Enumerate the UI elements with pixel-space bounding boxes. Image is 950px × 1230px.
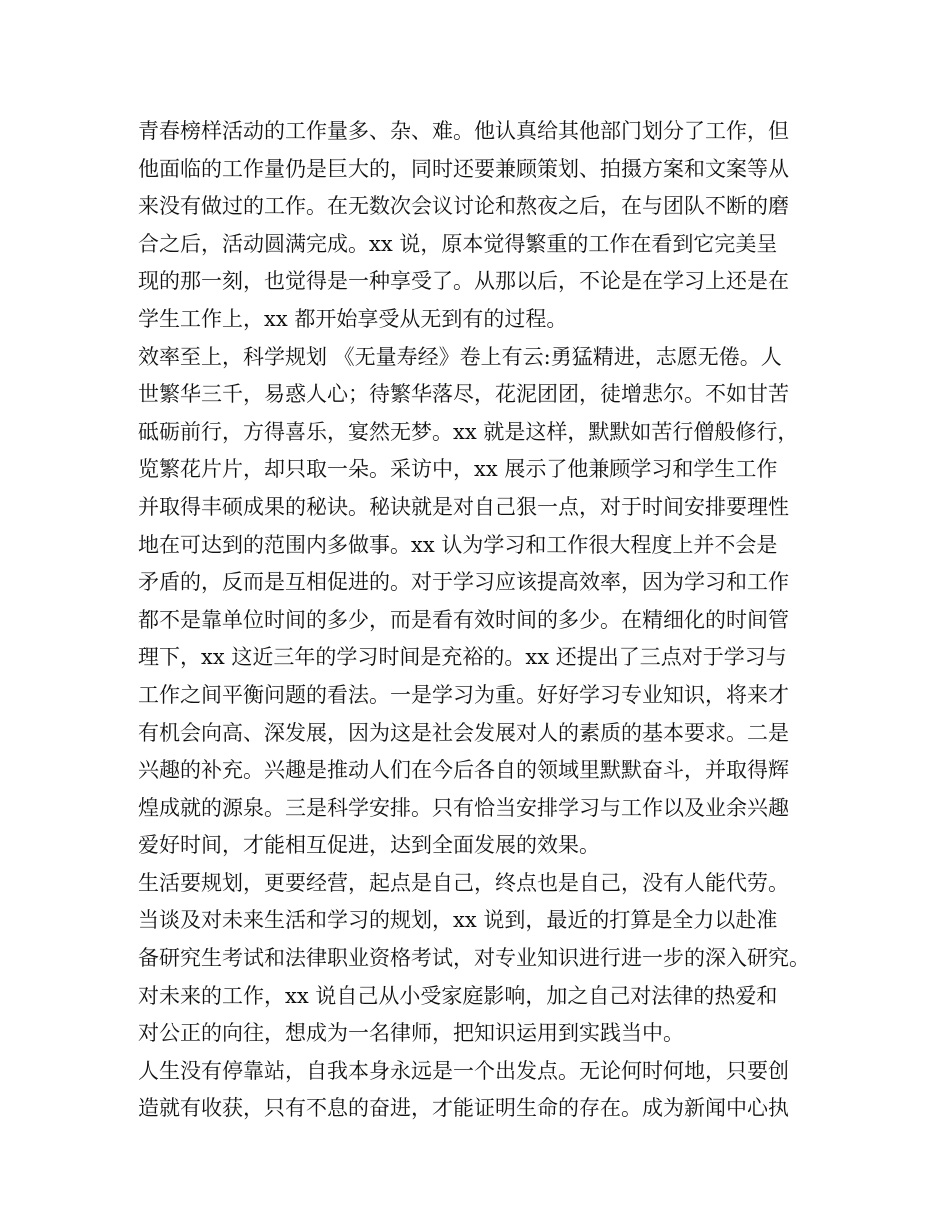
text-line: 都不是靠单位时间的多少，而是看有效时间的多少。在精细化的时间管 xyxy=(138,607,789,632)
text-line: 工作之间平衡问题的看法。一是学习为重。好好学习专业知识，将来才 xyxy=(138,682,789,707)
text-line: 效率至上，科学规划 《无量寿经》卷上有云:勇猛精进，志愿无倦。人 xyxy=(138,344,782,369)
text-line: 矛盾的，反而是互相促进的。对于学习应该提高效率，因为学习和工作 xyxy=(138,570,789,595)
text-line: 备研究生考试和法律职业资格考试，对专业知识进行进一步的深入研究。 xyxy=(138,946,810,971)
text-line: 人生没有停靠站，自我本身永远是一个出发点。无论何时何地，只要创 xyxy=(138,1058,789,1083)
text-line: 生活要规划，更要经营，起点是自己，终点也是自己，没有人能代劳。 xyxy=(138,870,789,895)
text-line: 兴趣的补充。兴趣是推动人们在今后各自的领域里默默奋斗，并取得辉 xyxy=(138,758,789,783)
text-line: 造就有收获，只有不息的奋进，才能证明生命的存在。成为新闻中心执 xyxy=(138,1096,789,1121)
text-line: 现的那一刻，也觉得是一种享受了。从那以后，不论是在学习上还是在 xyxy=(138,269,789,294)
text-line: 爱好时间，才能相互促进，达到全面发展的效果。 xyxy=(138,833,600,858)
text-line: 合之后，活动圆满完成。xx 说，原本觉得繁重的工作在看到它完美呈 xyxy=(138,231,778,256)
text-line: 对公正的向往，想成为一名律师，把知识运用到实践当中。 xyxy=(138,1021,684,1046)
text-line: 世繁华三千，易惑人心；待繁华落尽，花泥团团，徒增悲尔。不如甘苦 xyxy=(138,382,789,407)
text-line: 览繁花片片，却只取一朵。采访中，xx 展示了他兼顾学习和学生工作 xyxy=(138,457,778,482)
text-line: 来没有做过的工作。在无数次会议讨论和熬夜之后，在与团队不断的磨 xyxy=(138,194,789,219)
text-line: 并取得丰硕成果的秘诀。秘诀就是对自己狠一点，对于时间安排要理性 xyxy=(138,494,789,519)
text-line: 煌成就的源泉。三是科学安排。只有恰当安排学习与工作以及业余兴趣 xyxy=(138,795,789,820)
text-line: 学生工作上，xx 都开始享受从无到有的过程。 xyxy=(138,306,568,331)
text-line: 他面临的工作量仍是巨大的，同时还要兼顾策划、拍摄方案和文案等从 xyxy=(138,156,789,181)
text-line: 对未来的工作，xx 说自己从小受家庭影响，加之自己对法律的热爱和 xyxy=(138,983,778,1008)
text-line: 有机会向高、深发展，因为这是社会发展对人的素质的基本要求。二是 xyxy=(138,720,789,745)
text-line: 理下，xx 这近三年的学习时间是充裕的。xx 还提出了三点对于学习与 xyxy=(138,645,787,670)
body-text xyxy=(138,113,818,1128)
text-line: 当谈及对未来生活和学习的规划，xx 说到，最近的打算是全力以赴准 xyxy=(138,908,778,933)
text-line: 砥砺前行，方得喜乐，宴然无梦。xx 就是这样，默默如苦行僧般修行， xyxy=(138,419,799,444)
text-line: 青春榜样活动的工作量多、杂、难。他认真给其他部门划分了工作，但 xyxy=(138,119,789,143)
text-line: 地在可达到的范围内多做事。xx 认为学习和工作很大程度上并不会是 xyxy=(138,532,778,557)
